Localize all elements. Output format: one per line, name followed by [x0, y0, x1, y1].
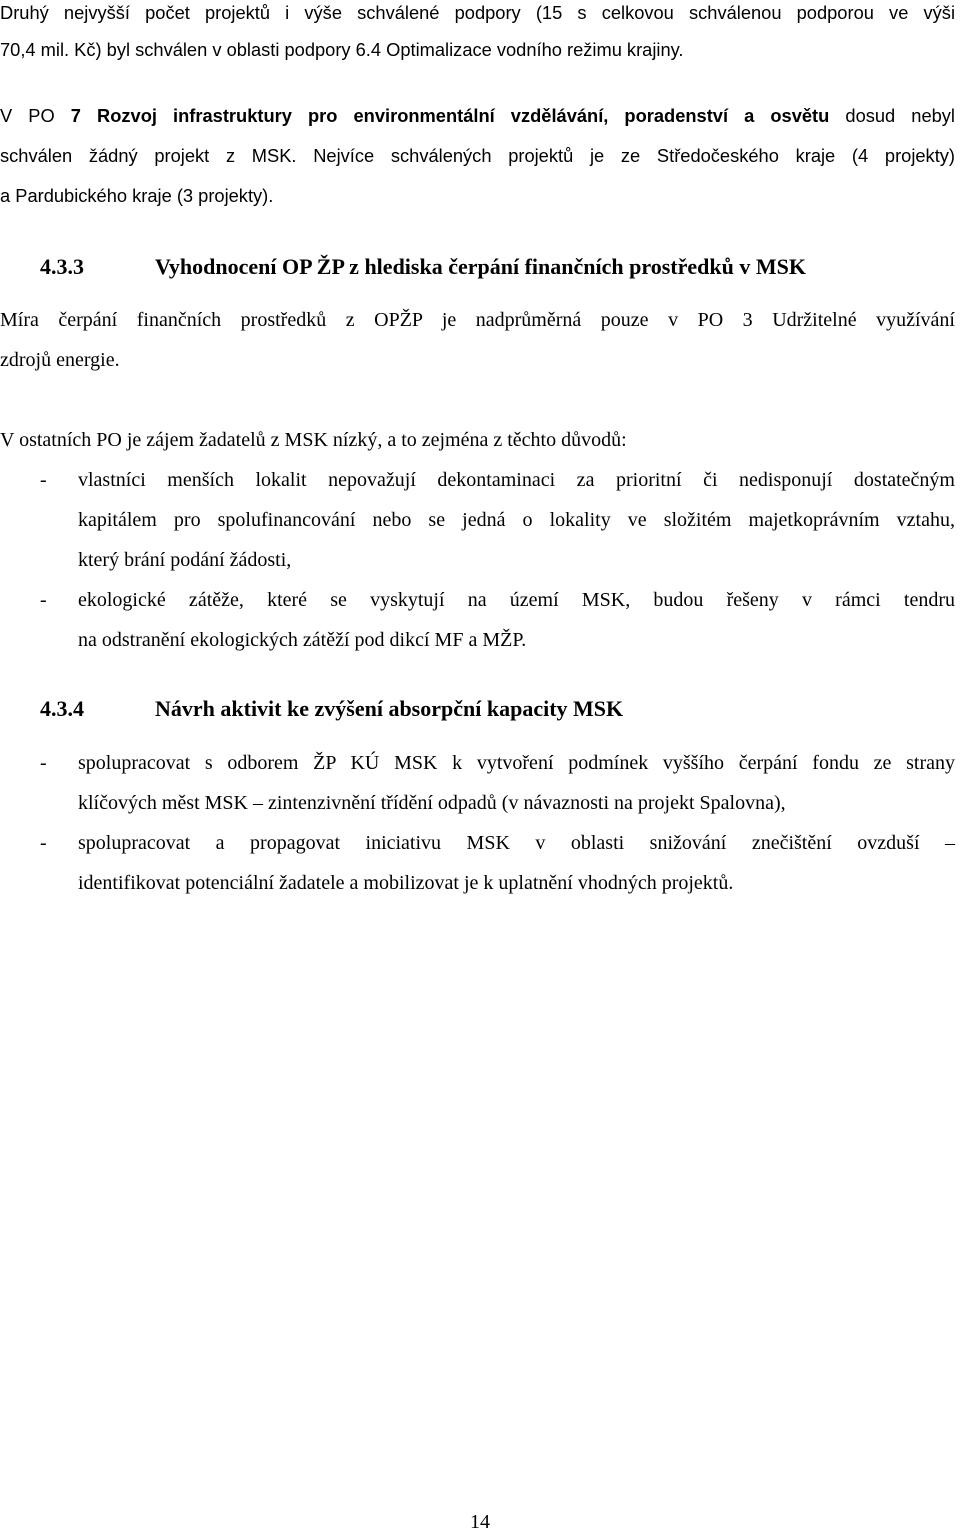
- bullet-line: na odstranění ekologických zátěží pod dikcí MF a MŽP.: [78, 629, 527, 651]
- section-433-p2-intro: V ostatních PO je zájem žadatelů z MSK nízký, a to zejména z těchto důvodů:: [0, 429, 627, 451]
- po7-bold-title: 7 Rozvoj infrastruktury pro environmentální vzdělávání, poradenství a osvětu: [70, 105, 830, 126]
- po7-line-3: a Pardubického kraje (3 projekty).: [0, 185, 274, 206]
- bullet-line: který brání podání žádosti,: [78, 549, 292, 571]
- bullet-line: spolupracovat s odborem ŽP KÚ MSK k vytvoření podmínek vyššího čerpání fondu ze strany: [78, 752, 955, 774]
- section-434-title: Návrh aktivit ke zvýšení absorpční kapacity MSK: [155, 696, 624, 721]
- bullet-line: vlastníci menších lokalit nepovažují dekontaminaci za prioritní či nedisponují dostatečným: [78, 469, 955, 491]
- po7-prefix: V PO: [0, 105, 71, 126]
- section-434-number: 4.3.4: [40, 696, 84, 721]
- bullet-dash: -: [40, 752, 47, 774]
- section-433-heading: [40, 256, 806, 278]
- intro-line-2: 70,4 mil. Kč) byl schválen v oblasti podpory 6.4 Optimalizace vodního režimu krajiny.: [0, 39, 684, 60]
- po7-suffix: dosud nebyl: [829, 105, 955, 126]
- bullet-dash: -: [40, 469, 47, 491]
- po7-line-2: schválen žádný projekt z MSK. Nejvíce schválených projektů je ze Středočeského kraje (4 projekty): [0, 145, 955, 166]
- bullet-line: kapitálem pro spolufinancování nebo se jedná o lokality ve složitém majetkoprávním vztahu,: [78, 509, 955, 531]
- section-433-p1-line-2: zdrojů energie.: [0, 349, 120, 371]
- bullet-dash: -: [40, 589, 47, 611]
- bullet-line: klíčových měst MSK – zintenzivnění třídění odpadů (v návaznosti na projekt Spalovna),: [78, 792, 786, 814]
- page-number: 14: [470, 1511, 490, 1533]
- bullet-line: spolupracovat a propagovat iniciativu MSK v oblasti snižování znečištění ovzduší –: [78, 832, 955, 854]
- bullet-dash: -: [40, 832, 47, 854]
- section-433-title: Vyhodnocení OP ŽP z hlediska čerpání finančních prostředků v MSK: [155, 254, 806, 279]
- bullet-line: identifikovat potenciální žadatele a mobilizovat je k uplatnění vhodných projektů.: [78, 872, 734, 894]
- section-433-number: 4.3.3: [40, 254, 84, 279]
- section-434-heading: [40, 698, 623, 720]
- bullet-line: ekologické zátěže, které se vyskytují na území MSK, budou řešeny v rámci tendru: [78, 589, 955, 611]
- intro-line-1: Druhý nejvyšší počet projektů i výše schválené podpory (15 s celkovou schválenou podporou ve výši: [0, 2, 955, 23]
- po7-line-1: [0, 107, 955, 125]
- section-433-p1-line-1: Míra čerpání finančních prostředků z OPŽP je nadprůměrná pouze v PO 3 Udržitelné využívání: [0, 309, 955, 331]
